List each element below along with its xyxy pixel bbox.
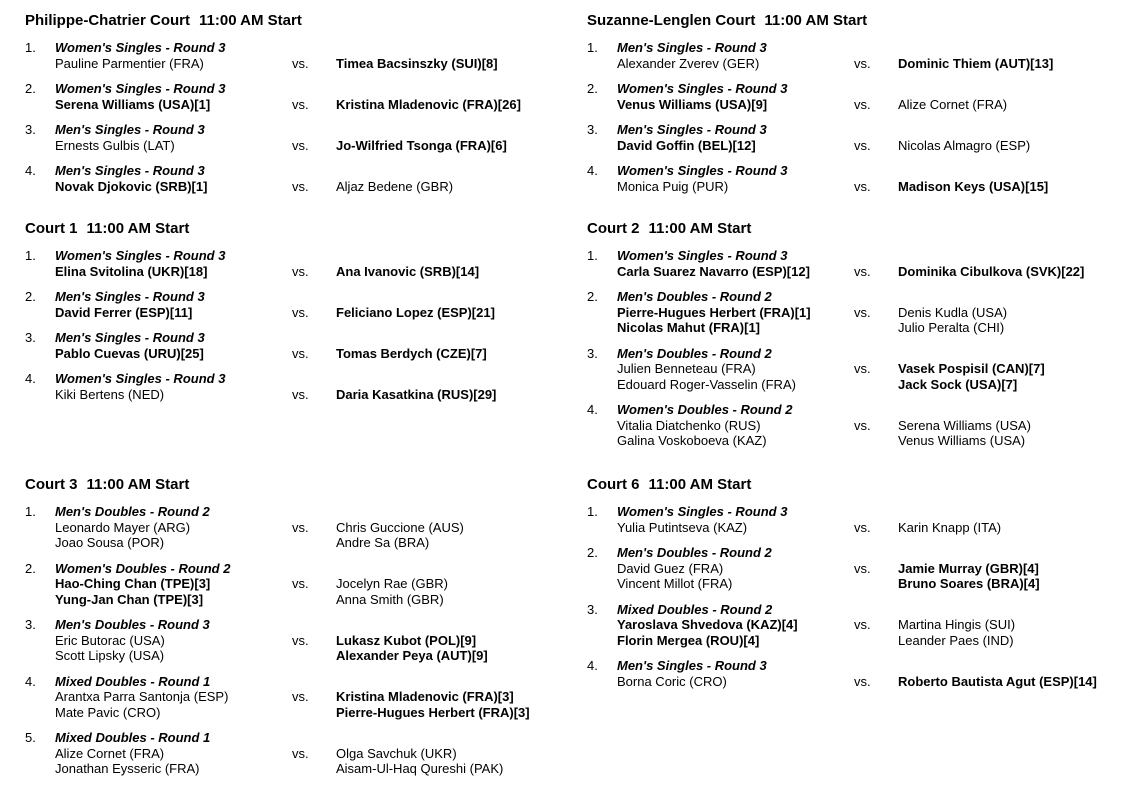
court-title bbox=[25, 12, 587, 29]
match-row bbox=[25, 504, 587, 551]
right-players bbox=[898, 248, 1133, 279]
vs-label: vs. bbox=[854, 617, 871, 632]
player-name: Borna Coric (CRO) bbox=[617, 673, 727, 689]
player-name: Arantxa Parra Santonja (ESP) bbox=[55, 689, 229, 704]
player-name: Anna Smith (GBR) bbox=[336, 591, 444, 607]
court-name: Court 6 bbox=[587, 476, 640, 493]
vs-label: vs. bbox=[292, 304, 309, 320]
match-number: 1. bbox=[587, 248, 598, 263]
left-players bbox=[617, 56, 854, 72]
match-round-label: Women's Singles - Round 3 bbox=[617, 504, 788, 519]
match-left-side bbox=[617, 289, 854, 336]
match-round-label: Women's Singles - Round 3 bbox=[617, 163, 788, 178]
match-round-label: Men's Doubles - Round 3 bbox=[55, 617, 210, 632]
match-row bbox=[25, 248, 587, 279]
right-players bbox=[336, 163, 587, 194]
vs-label: vs. bbox=[292, 96, 309, 112]
match-number: 1. bbox=[25, 248, 36, 263]
match-number: 1. bbox=[25, 40, 36, 55]
vs-label: vs. bbox=[292, 576, 309, 591]
match-number: 4. bbox=[25, 673, 36, 689]
court-section bbox=[587, 476, 1133, 787]
match-left-side bbox=[617, 81, 854, 112]
vs-label: vs. bbox=[854, 417, 871, 433]
vs-label: vs. bbox=[292, 263, 309, 279]
match-round-label: Men's Singles - Round 3 bbox=[617, 658, 767, 673]
match-left-side bbox=[55, 122, 292, 153]
player-name: Jack Sock (USA)[7] bbox=[898, 376, 1018, 392]
player-name: Nicolas Mahut (FRA)[1] bbox=[617, 320, 760, 335]
player-name: Alize Cornet (FRA) bbox=[898, 96, 1008, 112]
right-players bbox=[336, 371, 587, 402]
vs-label: vs. bbox=[854, 178, 871, 194]
player-name: Serena Williams (USA) bbox=[898, 417, 1031, 433]
court-section bbox=[587, 12, 1133, 220]
player-name: Kiki Bertens (NED) bbox=[55, 386, 165, 402]
player-name: Yaroslava Shvedova (KAZ)[4] bbox=[617, 617, 798, 632]
right-players bbox=[336, 289, 587, 320]
match-round-label: Mixed Doubles - Round 2 bbox=[617, 601, 773, 617]
match-row bbox=[587, 163, 1133, 194]
player-name: Nicolas Almagro (ESP) bbox=[898, 137, 1031, 153]
right-players bbox=[336, 122, 587, 153]
court-section bbox=[25, 476, 587, 787]
match-number: 4. bbox=[25, 371, 36, 386]
right-players bbox=[898, 402, 1133, 449]
match-round-label: Women's Singles - Round 3 bbox=[617, 248, 788, 263]
player-name: Pierre-Hugues Herbert (FRA)[1] bbox=[617, 304, 811, 320]
player-name: Alexander Zverev (GER) bbox=[617, 55, 760, 71]
right-players bbox=[898, 545, 1133, 592]
match-row bbox=[25, 81, 587, 112]
vs-label: vs. bbox=[292, 345, 309, 361]
player-name: Florin Mergea (ROU)[4] bbox=[617, 632, 760, 648]
match-left-side bbox=[55, 248, 292, 279]
player-name: Leonardo Mayer (ARG) bbox=[55, 519, 191, 535]
match-row bbox=[25, 730, 587, 777]
match-left-side bbox=[55, 163, 292, 194]
player-name: Bruno Soares (BRA)[4] bbox=[898, 576, 1040, 591]
court-start-time: 11:00 AM Start bbox=[86, 220, 190, 237]
match-round-label: Men's Doubles - Round 2 bbox=[617, 345, 772, 361]
player-name: Alexander Peya (AUT)[9] bbox=[336, 648, 488, 663]
left-players bbox=[55, 387, 292, 403]
match-row bbox=[587, 346, 1133, 393]
match-number: 4. bbox=[25, 163, 36, 178]
match-row bbox=[587, 81, 1133, 112]
player-name: Serena Williams (USA)[1] bbox=[55, 96, 211, 112]
left-players bbox=[55, 689, 292, 720]
player-name: Chris Guccione (AUS) bbox=[336, 519, 464, 535]
match-round-label: Women's Doubles - Round 2 bbox=[55, 560, 231, 576]
match-round-label: Women's Singles - Round 3 bbox=[55, 371, 226, 386]
right-players bbox=[898, 40, 1133, 71]
match-row bbox=[25, 674, 587, 721]
match-round-label: Men's Singles - Round 3 bbox=[55, 163, 205, 178]
player-name: Mate Pavic (CRO) bbox=[55, 704, 161, 720]
left-players bbox=[617, 97, 854, 113]
match-number: 2. bbox=[587, 289, 598, 304]
match-number: 3. bbox=[25, 617, 36, 632]
match-round-label: Men's Singles - Round 3 bbox=[55, 122, 205, 137]
player-name: Pablo Cuevas (URU)[25] bbox=[55, 345, 204, 361]
player-name: Ana Ivanovic (SRB)[14] bbox=[336, 263, 480, 279]
left-players bbox=[55, 138, 292, 154]
player-name: Roberto Bautista Agut (ESP)[14] bbox=[898, 673, 1097, 689]
player-name: Scott Lipsky (USA) bbox=[55, 648, 165, 663]
match-round-label: Women's Singles - Round 3 bbox=[55, 81, 226, 96]
right-players bbox=[898, 81, 1133, 112]
match-round-label: Women's Singles - Round 3 bbox=[55, 248, 226, 263]
match-number: 4. bbox=[587, 658, 598, 673]
player-name: Aisam-Ul-Haq Qureshi (PAK) bbox=[336, 761, 504, 776]
right-players bbox=[336, 561, 587, 608]
match-list bbox=[587, 504, 1133, 689]
player-name: Galina Voskoboeva (KAZ) bbox=[617, 433, 767, 448]
match-number: 2. bbox=[25, 81, 36, 96]
left-players bbox=[55, 305, 292, 321]
player-name: Martina Hingis (SUI) bbox=[898, 617, 1016, 632]
match-left-side bbox=[55, 40, 292, 71]
match-round-label: Mixed Doubles - Round 1 bbox=[55, 730, 211, 745]
match-number: 4. bbox=[587, 163, 598, 178]
match-round-label: Men's Doubles - Round 2 bbox=[617, 545, 772, 560]
match-left-side bbox=[617, 545, 854, 592]
right-players bbox=[336, 617, 587, 664]
match-left-side bbox=[55, 730, 292, 777]
vs-label: vs. bbox=[854, 96, 871, 112]
court-title bbox=[25, 220, 587, 237]
left-players bbox=[617, 138, 854, 154]
player-name: Alize Cornet (FRA) bbox=[55, 745, 165, 761]
match-list bbox=[25, 40, 587, 194]
match-round-label: Men's Singles - Round 3 bbox=[617, 40, 767, 55]
court-start-time: 11:00 AM Start bbox=[648, 476, 752, 493]
player-name: Dominic Thiem (AUT)[13] bbox=[898, 55, 1054, 71]
match-row bbox=[587, 545, 1133, 592]
player-name: Feliciano Lopez (ESP)[21] bbox=[336, 304, 495, 320]
player-name: Kristina Mladenovic (FRA)[26] bbox=[336, 96, 521, 112]
player-name: Venus Williams (USA) bbox=[898, 433, 1026, 448]
right-players bbox=[336, 81, 587, 112]
vs-label: vs. bbox=[854, 673, 871, 689]
right-players bbox=[898, 122, 1133, 153]
match-number: 3. bbox=[25, 330, 36, 345]
match-number: 1. bbox=[587, 504, 598, 519]
right-players bbox=[336, 330, 587, 361]
player-name: Karin Knapp (ITA) bbox=[898, 519, 1002, 535]
match-round-label: Men's Singles - Round 3 bbox=[55, 330, 205, 345]
player-name: Tomas Berdych (CZE)[7] bbox=[336, 345, 487, 361]
player-name: Kristina Mladenovic (FRA)[3] bbox=[336, 689, 514, 704]
player-name: Ernests Gulbis (LAT) bbox=[55, 137, 175, 153]
player-name: Novak Djokovic (SRB)[1] bbox=[55, 178, 208, 194]
match-row bbox=[587, 248, 1133, 279]
court-section bbox=[25, 12, 587, 220]
player-name: Olga Savchuk (UKR) bbox=[336, 745, 457, 761]
vs-label: vs. bbox=[292, 178, 309, 194]
match-row bbox=[25, 40, 587, 71]
court-start-time: 11:00 AM Start bbox=[648, 220, 752, 237]
vs-label: vs. bbox=[854, 263, 871, 279]
left-players bbox=[617, 418, 854, 449]
player-name: Hao-Ching Chan (TPE)[3] bbox=[55, 576, 211, 591]
match-left-side bbox=[55, 371, 292, 402]
left-players bbox=[617, 561, 854, 592]
match-number: 3. bbox=[587, 345, 598, 361]
left-players bbox=[55, 520, 292, 551]
match-row bbox=[587, 504, 1133, 535]
player-name: Julien Benneteau (FRA) bbox=[617, 361, 756, 376]
player-name: Venus Williams (USA)[9] bbox=[617, 96, 768, 112]
vs-label: vs. bbox=[292, 55, 309, 71]
player-name: Edouard Roger-Vasselin (FRA) bbox=[617, 376, 796, 392]
match-left-side bbox=[617, 658, 854, 689]
player-name: Aljaz Bedene (GBR) bbox=[336, 178, 454, 194]
match-left-side bbox=[55, 561, 292, 608]
player-name: Pauline Parmentier (FRA) bbox=[55, 55, 204, 71]
match-row bbox=[25, 289, 587, 320]
left-players bbox=[617, 361, 854, 392]
match-row bbox=[587, 402, 1133, 449]
court-start-time: 11:00 AM Start bbox=[764, 12, 868, 29]
match-number: 1. bbox=[587, 40, 598, 55]
left-players bbox=[55, 179, 292, 195]
player-name: Yung-Jan Chan (TPE)[3] bbox=[55, 591, 204, 607]
court-title bbox=[587, 12, 1133, 29]
match-left-side bbox=[55, 330, 292, 361]
court-start-time: 11:00 AM Start bbox=[86, 476, 190, 493]
player-name: Jonathan Eysseric (FRA) bbox=[55, 761, 200, 776]
match-row bbox=[25, 163, 587, 194]
match-list bbox=[25, 504, 587, 777]
match-row bbox=[25, 122, 587, 153]
court-section bbox=[587, 220, 1133, 476]
vs-label: vs. bbox=[292, 689, 309, 704]
left-players bbox=[55, 97, 292, 113]
player-name: David Ferrer (ESP)[11] bbox=[55, 304, 193, 320]
left-players bbox=[55, 346, 292, 362]
left-players bbox=[55, 746, 292, 777]
vs-label: vs. bbox=[854, 560, 871, 576]
vs-label: vs. bbox=[292, 137, 309, 153]
match-row bbox=[587, 40, 1133, 71]
player-name: Joao Sousa (POR) bbox=[55, 535, 165, 550]
left-players bbox=[55, 56, 292, 72]
player-name: Monica Puig (PUR) bbox=[617, 178, 729, 194]
match-row bbox=[25, 371, 587, 402]
match-left-side bbox=[617, 602, 854, 649]
match-left-side bbox=[617, 40, 854, 71]
match-row bbox=[587, 122, 1133, 153]
match-left-side bbox=[617, 504, 854, 535]
right-players bbox=[898, 602, 1133, 649]
court-section bbox=[25, 220, 587, 476]
right-players bbox=[898, 163, 1133, 194]
left-players bbox=[617, 617, 854, 648]
match-number: 1. bbox=[25, 504, 36, 519]
court-start-time: 11:00 AM Start bbox=[199, 12, 302, 29]
match-left-side bbox=[617, 163, 854, 194]
player-name: Vitalia Diatchenko (RUS) bbox=[617, 417, 761, 433]
player-name: Jo-Wilfried Tsonga (FRA)[6] bbox=[336, 137, 507, 153]
court-name: Suzanne-Lenglen Court bbox=[587, 12, 756, 29]
match-number: 2. bbox=[25, 560, 36, 576]
player-name: Leander Paes (IND) bbox=[898, 632, 1014, 648]
vs-label: vs. bbox=[854, 55, 871, 71]
match-number: 5. bbox=[25, 730, 36, 745]
court-title bbox=[25, 476, 587, 493]
court-title bbox=[587, 220, 1133, 237]
right-players bbox=[336, 40, 587, 71]
left-players bbox=[617, 674, 854, 690]
left-players bbox=[617, 179, 854, 195]
player-name: Elina Svitolina (UKR)[18] bbox=[55, 263, 208, 279]
vs-label: vs. bbox=[292, 386, 309, 402]
match-round-label: Mixed Doubles - Round 1 bbox=[55, 673, 211, 689]
left-players bbox=[617, 264, 854, 280]
right-players bbox=[336, 674, 587, 721]
right-players bbox=[898, 504, 1133, 535]
right-players bbox=[898, 658, 1133, 689]
vs-label: vs. bbox=[292, 632, 309, 648]
match-round-label: Men's Singles - Round 3 bbox=[617, 122, 767, 137]
left-players bbox=[55, 633, 292, 664]
left-players bbox=[617, 305, 854, 336]
player-name: Lukasz Kubot (POL)[9] bbox=[336, 632, 477, 648]
court-name: Court 1 bbox=[25, 220, 78, 237]
match-list bbox=[587, 248, 1133, 449]
match-list bbox=[587, 40, 1133, 194]
match-number: 4. bbox=[587, 402, 598, 417]
player-name: Jocelyn Rae (GBR) bbox=[336, 576, 448, 591]
match-number: 3. bbox=[25, 122, 36, 137]
player-name: Vincent Millot (FRA) bbox=[617, 576, 733, 591]
court-name: Court 2 bbox=[587, 220, 640, 237]
match-number: 2. bbox=[25, 289, 36, 304]
match-left-side bbox=[617, 248, 854, 279]
match-round-label: Men's Doubles - Round 2 bbox=[55, 504, 210, 519]
match-round-label: Women's Singles - Round 3 bbox=[617, 81, 788, 96]
match-left-side bbox=[617, 346, 854, 393]
match-number: 2. bbox=[587, 545, 598, 560]
player-name: David Guez (FRA) bbox=[617, 560, 724, 576]
match-list bbox=[25, 248, 587, 402]
match-number: 2. bbox=[587, 81, 598, 96]
right-players bbox=[336, 248, 587, 279]
match-row bbox=[25, 617, 587, 664]
match-row bbox=[587, 289, 1133, 336]
match-left-side bbox=[55, 674, 292, 721]
match-row bbox=[25, 330, 587, 361]
match-row bbox=[25, 561, 587, 608]
match-left-side bbox=[55, 617, 292, 664]
match-left-side bbox=[55, 504, 292, 551]
vs-label: vs. bbox=[854, 137, 871, 153]
right-players bbox=[336, 504, 587, 551]
match-row bbox=[587, 602, 1133, 649]
court-name: Philippe-Chatrier Court bbox=[25, 12, 191, 29]
vs-label: vs. bbox=[292, 745, 309, 761]
match-round-label: Men's Doubles - Round 2 bbox=[617, 289, 772, 304]
match-number: 3. bbox=[587, 601, 598, 617]
player-name: Denis Kudla (USA) bbox=[898, 304, 1008, 320]
right-players bbox=[898, 289, 1133, 336]
match-left-side bbox=[617, 122, 854, 153]
match-round-label: Women's Doubles - Round 2 bbox=[617, 402, 793, 417]
match-round-label: Women's Singles - Round 3 bbox=[55, 40, 226, 55]
player-name: Madison Keys (USA)[15] bbox=[898, 178, 1049, 194]
left-players bbox=[55, 264, 292, 280]
left-players bbox=[55, 576, 292, 607]
match-number: 3. bbox=[587, 122, 598, 137]
left-players bbox=[617, 520, 854, 536]
match-row bbox=[587, 658, 1133, 689]
match-left-side bbox=[617, 402, 854, 449]
vs-label: vs. bbox=[854, 304, 871, 320]
player-name: Vasek Pospisil (CAN)[7] bbox=[898, 361, 1045, 376]
player-name: David Goffin (BEL)[12] bbox=[617, 137, 756, 153]
player-name: Carla Suarez Navarro (ESP)[12] bbox=[617, 263, 810, 279]
court-title bbox=[587, 476, 1133, 493]
player-name: Daria Kasatkina (RUS)[29] bbox=[336, 386, 497, 402]
player-name: Dominika Cibulkova (SVK)[22] bbox=[898, 263, 1085, 279]
player-name: Jamie Murray (GBR)[4] bbox=[898, 560, 1039, 576]
court-name: Court 3 bbox=[25, 476, 78, 493]
player-name: Yulia Putintseva (KAZ) bbox=[617, 519, 748, 535]
player-name: Pierre-Hugues Herbert (FRA)[3] bbox=[336, 704, 530, 720]
vs-label: vs. bbox=[292, 519, 309, 535]
player-name: Timea Bacsinszky (SUI)[8] bbox=[336, 55, 498, 71]
right-players bbox=[336, 730, 587, 777]
vs-label: vs. bbox=[854, 361, 871, 376]
vs-label: vs. bbox=[854, 519, 871, 535]
match-round-label: Men's Singles - Round 3 bbox=[55, 289, 205, 304]
player-name: Andre Sa (BRA) bbox=[336, 535, 430, 550]
player-name: Julio Peralta (CHI) bbox=[898, 320, 1005, 335]
player-name: Eric Butorac (USA) bbox=[55, 632, 165, 648]
match-left-side bbox=[55, 81, 292, 112]
match-left-side bbox=[55, 289, 292, 320]
right-players bbox=[898, 346, 1133, 393]
